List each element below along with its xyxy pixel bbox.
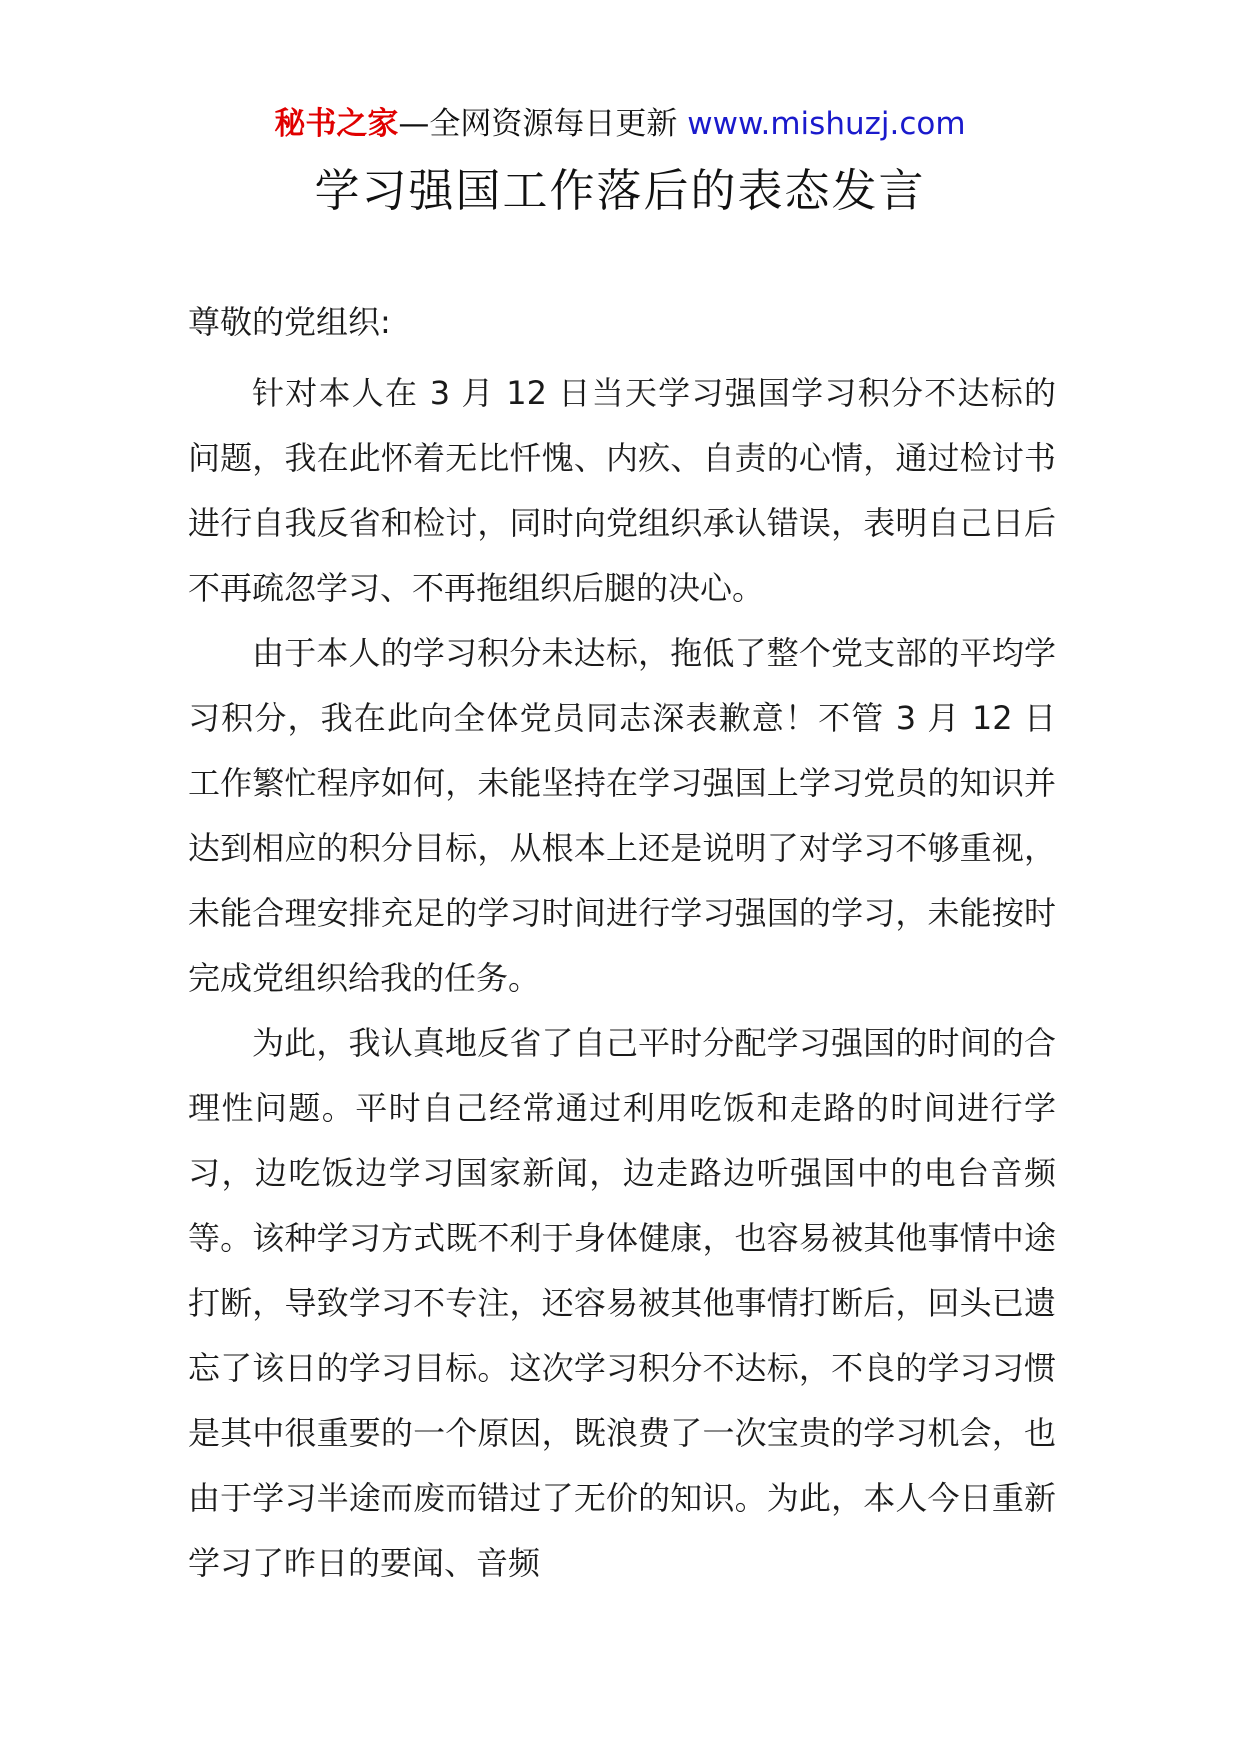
brand-name: 秘书之家 [274,106,399,142]
salutation: 尊敬的党组织: [188,303,391,341]
document-body [188,290,1056,1596]
paragraph-3: 为此，我认真地反省了自己平时分配学习强国的时间的合理性问题。平时自己经常通过利用吃饭和走路的时间进行学习，边吃饭边学习国家新闻，边走路边听强国中的电台音频等。该种学习方式既不利于身体健康，也容易被其他事情中途打断，导致学习不专注，还容易被其他事情打断后，回头已遗忘了该日的学习目标。这次学习积分不达标，不良的学习习惯是其中很重要的一个原因，既浪费了一次宝贵的学习机会，也由于学习半途而废而错过了无价的知识。为此，本人今日重新学习了昨日的要闻、音频 [188,1024,1056,1582]
header-tagline: —全网资源每日更新 [398,106,688,142]
paragraph-1: 针对本人在 3 月 12 日当天学习强国学习积分不达标的问题，我在此怀着无比忏愧、内疚、自责的心情，通过检讨书进行自我反省和检讨，同时向党组织承认错误，表明自己日后不再疏忽学习、不再拖组织后腿的决心。 [188,374,1056,607]
site-url-link[interactable]: www.mishuzj.com [687,106,966,142]
site-header [0,100,1240,148]
document-title: 学习强国工作落后的表态发言 [314,164,926,217]
paragraph-2: 由于本人的学习积分未达标，拖低了整个党支部的平均学习积分，我在此向全体党员同志深表歉意！不管 3 月 12 日工作繁忙程序如何，未能坚持在学习强国上学习党员的知识并达到相应的积分目标，从根本上还是说明了对学习不够重视，未能合理安排充足的学习时间进行学习强国的学习，未能按时完成党组织给我的任务。 [188,634,1056,997]
